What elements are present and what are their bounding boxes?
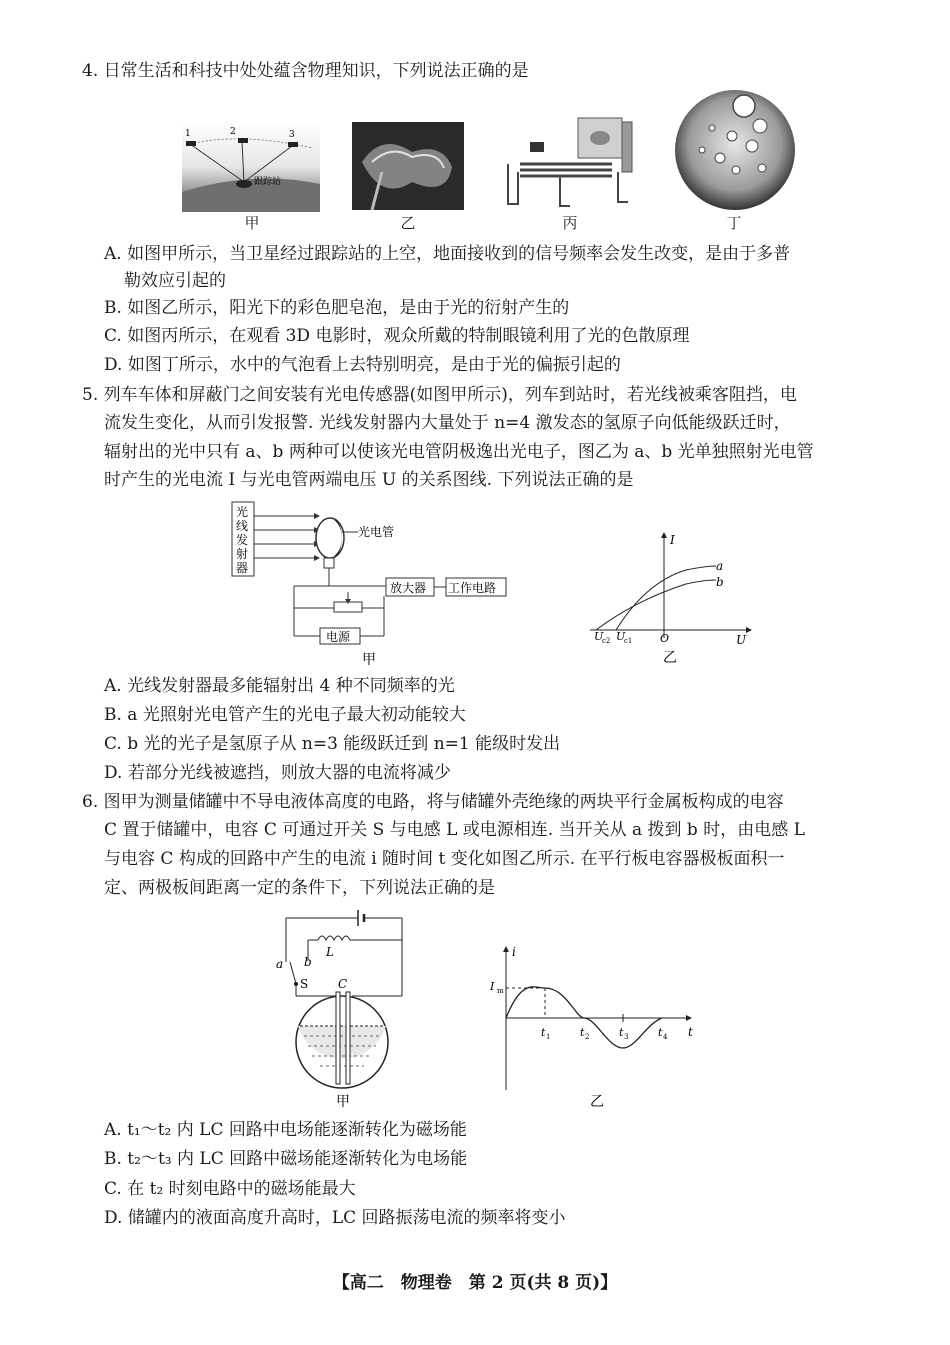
curve-a-label: a	[716, 559, 724, 573]
q4-figure-water-bubbles	[672, 88, 798, 212]
q5-option-d: D. 若部分光线被遮挡，则放大器的电流将减少	[104, 763, 451, 783]
q4-caption-jia: 甲	[244, 214, 260, 232]
t4-label: t	[658, 1026, 663, 1039]
uc1-label: U	[616, 630, 626, 643]
q5-caption-jia: 甲	[362, 652, 376, 668]
emitter-char: 射	[236, 547, 249, 561]
q6-stem-line-2: C 置于储罐中，电容 C 可通过开关 S 与电感 L 或电源相连. 当开关从 a 拨到 b 时，由电感 L	[104, 820, 805, 840]
stand-left	[508, 164, 518, 204]
bubble-icon	[709, 125, 715, 131]
bubble-icon	[699, 147, 705, 153]
t3-label: t	[619, 1026, 624, 1039]
q5-stem-line-1: 5. 列车车体和屏蔽门之间安装有光电传感器(如图甲所示)，列车到站时，若光线被乘客阻挡，电	[82, 385, 797, 405]
satellite-label-2: 2	[230, 127, 236, 137]
t2-subscript: 2	[585, 1033, 590, 1041]
curve-b-label: b	[716, 575, 724, 589]
bubble-icon	[746, 140, 758, 152]
work-circuit-label: 工作电路	[448, 581, 497, 595]
bubble-icon	[758, 164, 766, 172]
switch-lever	[290, 962, 296, 984]
q4-option-d: D. 如图丁所示，水中的气泡看上去特别明亮，是由于光的偏振引起的	[104, 355, 621, 375]
q6-caption-yi: 乙	[590, 1094, 604, 1110]
i-axis-arrow-icon	[503, 946, 509, 952]
bubble-large-icon	[733, 95, 755, 117]
im-label: I	[490, 980, 495, 993]
q5-option-b: B. a 光照射光电管产生的光电子最大初动能较大	[104, 705, 466, 725]
i-axis-label: i	[512, 945, 516, 959]
q4-figure-3d-projector	[500, 112, 640, 210]
q5-stem-line-4: 时产生的光电流 I 与光电管两端电压 U 的关系图线. 下列说法正确的是	[104, 470, 634, 490]
t3-subscript: 3	[624, 1033, 629, 1041]
q5-figure-iu-graph	[586, 530, 756, 670]
q4-stem: 4. 日常生活和科技中处处蕴含物理知识，下列说法正确的是	[82, 61, 529, 81]
t1-subscript: 1	[546, 1033, 551, 1041]
q6-figure-it-graph	[486, 944, 706, 1110]
q5-figure-circuit	[224, 496, 524, 672]
tube-socket	[324, 558, 334, 568]
inductor-coil	[318, 936, 350, 940]
im-subscript: m	[497, 987, 504, 995]
bubble-icon	[753, 119, 767, 133]
satellite-label-1: 1	[185, 129, 191, 139]
q6-stem-line-3: 与电容 C 构成的回路中产生的电流 i 随时间 t 变化如图乙所示. 在平行板电容器极板面积一	[104, 849, 785, 869]
emitter-char: 线	[236, 519, 249, 533]
q4-option-b: B. 如图乙所示，阳光下的彩色肥皂泡，是由于光的衍射产生的	[104, 298, 570, 318]
q4-figure-satellite	[182, 122, 320, 212]
phototube-label: 光电管	[358, 525, 395, 539]
uc2-label: U	[594, 630, 604, 643]
q6-stem-line-1: 6. 图甲为测量储罐中不导电液体高度的电路，将与储罐外壳绝缘的两块平行金属板构成的电容	[82, 792, 784, 812]
q5-stem-line-3: 辐射出的光中只有 a、b 两种可以使该光电管阴极逸出光电子，图乙为 a、b 光单独照射光电管	[104, 442, 814, 462]
q4-option-a: A. 如图甲所示，当卫星经过跟踪站的上空，地面接收到的信号频率会发生改变，是由于多普	[104, 244, 791, 264]
arrow-head-icon	[314, 513, 320, 519]
phototube-glass	[316, 518, 344, 558]
projector-lens-icon	[530, 142, 544, 152]
q5-caption-yi: 乙	[663, 650, 677, 666]
inductor-label: L	[326, 945, 334, 959]
q6-option-d: D. 储罐内的液面高度升高时，LC 回路振荡电流的频率将变小	[104, 1208, 566, 1228]
q6-stem-line-4: 定、两极板间距离一定的条件下，下列说法正确的是	[104, 878, 495, 898]
bubble-icon	[732, 166, 740, 174]
u-axis-arrow-icon	[746, 627, 752, 633]
q4-option-a-cont: 勒效应引起的	[124, 271, 226, 291]
uc2-subscript: c2	[602, 637, 611, 645]
satellite-1-icon	[186, 141, 196, 146]
page-footer: 【高二 物理卷 第 2 页(共 8 页)】	[332, 1273, 618, 1293]
i-axis-label: I	[670, 533, 675, 547]
u-axis-label: U	[736, 633, 747, 647]
q5-option-a: A. 光线发射器最多能辐射出 4 种不同频率的光	[104, 676, 455, 696]
curve-a	[616, 566, 716, 630]
q6-option-b: B. t₂～t₃ 内 LC 回路中磁场能逐渐转化为电场能	[104, 1149, 468, 1169]
amplifier-label: 放大器	[390, 581, 427, 595]
q4-caption-ding: 丁	[726, 214, 742, 232]
i-axis-arrow-icon	[661, 532, 667, 538]
emitter-char: 器	[236, 561, 249, 575]
q4-figure-soap-bubble	[352, 122, 464, 210]
bubble-icon	[715, 153, 725, 163]
satellite-2-icon	[238, 138, 248, 143]
screen-image	[590, 131, 610, 145]
emitter-char: 发	[236, 533, 249, 547]
satellite-3-icon	[288, 142, 298, 147]
q4-option-c: C. 如图丙所示，在观看 3D 电影时，观众所戴的特制眼镜利用了光的色散原理	[104, 326, 690, 346]
tracking-station-label: 跟踪站	[254, 177, 282, 187]
capacitor-plate-left	[336, 992, 340, 1084]
switch-a-label: a	[276, 957, 284, 971]
t-axis-arrow-icon	[686, 1015, 692, 1021]
t2-label: t	[580, 1026, 585, 1039]
tracking-dish-icon	[236, 180, 252, 188]
q4-caption-yi: 乙	[400, 214, 416, 232]
stand-right	[618, 172, 628, 202]
t-axis-label: t	[688, 1025, 693, 1039]
q6-caption-jia: 甲	[336, 1094, 350, 1110]
stand-middle	[560, 176, 570, 206]
screen-side-panel	[622, 122, 632, 172]
q6-option-c: C. 在 t₂ 时刻电路中的磁场能最大	[104, 1179, 356, 1199]
emitter-char: 光	[236, 505, 249, 519]
capacitor-label: C	[338, 977, 348, 991]
q6-figure-lc-circuit	[270, 904, 410, 1110]
q4-caption-bing: 丙	[562, 214, 578, 232]
q5-option-c: C. b 光的光子是氢原子从 n=3 能级跃迁到 n=1 能级时发出	[104, 734, 561, 754]
power-source-label: 电源	[326, 630, 351, 644]
curve-b	[596, 580, 716, 630]
bubble-icon	[727, 131, 737, 141]
switch-b-label: b	[304, 955, 312, 969]
uc1-subscript: c1	[624, 637, 633, 645]
t4-subscript: 4	[663, 1033, 668, 1041]
arrow-head-icon	[314, 555, 320, 561]
capacitor-plate-right	[346, 992, 350, 1084]
t1-label: t	[541, 1026, 546, 1039]
q5-stem-line-2: 流发生变化，从而引发报警. 光线发射器内大量处于 n=4 激发态的氢原子向低能级跃迁时，	[104, 413, 791, 433]
switch-s-label: S	[300, 977, 309, 991]
satellite-label-3: 3	[289, 130, 295, 140]
q6-option-a: A. t₁～t₂ 内 LC 回路中电场能逐渐转化为磁场能	[104, 1120, 467, 1140]
origin-label: O	[660, 632, 670, 645]
